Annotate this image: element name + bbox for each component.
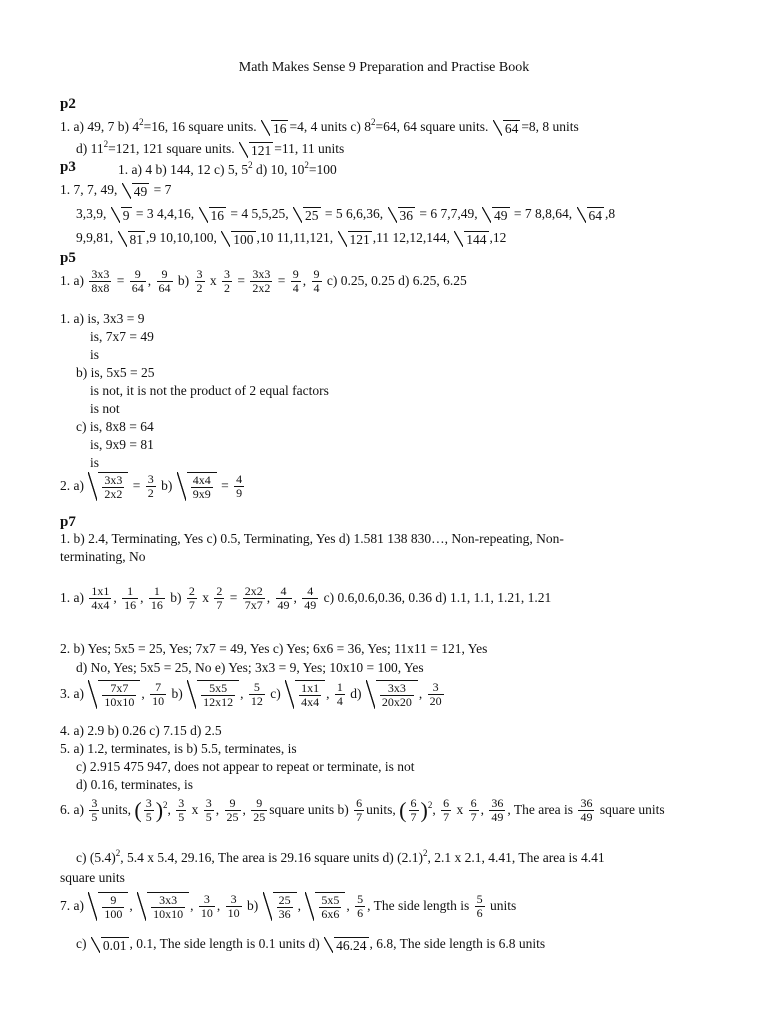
p2-line-2: d) $11^2=121$, 121 square units. 121 =11, 11 units <box>76 139 345 159</box>
section-heading-p5: p5 <box>60 250 76 266</box>
p7-line-3: 2. b) Yes; 5x5 = 25, Yes; 7x7 = 49, Yes c) Yes; 6x6 = 36, Yes; 11x11 = 121, Yes <box>60 641 488 656</box>
p2-line-1: 1. a) 49, 7 b) $4^2=16$, 16 square units. 16 =4, 4 units c) $8^2=64$, 64 square units. 64 =8, 8 units <box>60 117 579 137</box>
p5-line-1: 1. a) $\frac{3x3}{8x8}$ = $\frac{9}{64}$ , $\frac{9}{64}$ b) $\frac{3}{2}$ x $\frac{3}{2}$ = $\frac{3x3}{2x2}$ = $\frac{9}{4}$ , $\frac{9}{4}$ c) 0.25, 0.25 d) 6.25, 6.25 <box>60 267 467 296</box>
p7-line-2: 1. a) $\frac{1x1}{4x4}$ , $\frac{1}{16}$ , $\frac{1}{16}$ b) $\frac{2}{7}$ x $\frac{2}{7}$ = $\frac{2x2}{7x7}$ , $\frac{4}{49}$ , $\frac{4}{49}$ c) 0.6,0.6,0.36, 0.36 d) 1.1, 1.1, 1.21, 1.21 <box>60 584 552 613</box>
p7-line-1: 1. b) 2.4, Terminating, Yes c) 0.5, Terminating, Yes d) 1.581 138 830…, Non-repeating, Non- <box>60 531 564 546</box>
p7-line-7: 5. a) 1.2, terminates, is b) 5.5, terminates, is <box>60 741 297 756</box>
p5-line-2: 2. a) $\frac{3x3}{2x2}$ = $\frac{3}{2}$ b) $\frac{4x4}{9x9}$ = $\frac{4}{9}$ <box>60 472 243 502</box>
section-heading-p7: p7 <box>60 514 76 530</box>
p7-line-8: c) 2.915 475 947, does not appear to repeat or terminate, is not <box>76 759 415 774</box>
p5-b2: is, 7x7 = 49 <box>90 329 154 344</box>
p3-line-3: 9,9,81, 81 ,9 10,10,100, 100 ,10 11,11,121, 121 ,11 12,12,144, 144 ,12 <box>76 230 507 248</box>
p5-b1: 1. a) is, 3x3 = 9 <box>60 311 145 326</box>
p3-line-2: 3,3,9, 9 = 3 4,4,16, 16 = 4 5,5,25, 25 = 5 6,6,36, 36 = 6 7,7,49, 49 = 7 8,8,64, 64 ,8 <box>76 206 616 224</box>
p5-b5: is not, it is not the product of 2 equal factors <box>90 383 329 398</box>
p5-b4: b) is, 5x5 = 25 <box>76 365 155 380</box>
p7-line-11: c) $(5.4)^2$, 5.4 x 5.4, 29.16, The area is 29.16 square units d) $(2.1)^2$, 2.1 x 2.1, 4.41, The area is 4.41 <box>76 848 605 865</box>
p5-b7: c) is, 8x8 = 64 <box>76 419 154 434</box>
p7-line-6: 4. a) 2.9 b) 0.26 c) 7.15 d) 2.5 <box>60 723 222 738</box>
p3-line-0: 1. a) 4 b) 144, 12 c) 5, $5^2$ d) 10, $10^2=100$ <box>118 160 337 177</box>
p7-line-1b: terminating, No <box>60 549 146 564</box>
p7-line-5: 3. a) $\frac{7x7}{10x10}$ , $\frac{7}{10}$ b) $\frac{5x5}{12x12}$ , $\frac{5}{12}$ c) $\frac{1x1}{4x4}$ , $\frac{1}{4}$ d) $\frac{3x3}{20x20}$ , $\frac{3}{20}$ <box>60 680 442 710</box>
document-title: Math Makes Sense 9 Preparation and Practise Book <box>238 60 530 75</box>
p5-b9: is <box>90 455 100 470</box>
p7-line-13: c) 0.01 , 0.1, The side length is 0.1 units d) 46.24 , 6.8, The side length is 6.8 units <box>76 936 546 954</box>
p7-line-10: 6. a) $\frac{3}{5}$ units, ( $\frac{3}{5}$ )$^2$, $\frac{3}{5}$ x $\frac{3}{5}$ , $\frac{9}{25}$ , $\frac{9}{25}$ square units b) $\frac{6}{7}$ units, ( $\frac{6}{7}$ )$^2$, $\frac{6}{7}$ x $\frac{6}{7}$ , $\frac{36}{49}$ , The area is $\frac{36}{49}$ square units <box>60 796 665 825</box>
p5-b6: is not <box>90 401 120 416</box>
p7-line-12: 7. a) $\frac{9}{100}$ , $\frac{3x3}{10x10}$ , $\frac{3}{10}$ , $\frac{3}{10}$ b) $\frac{25}{36}$ , $\frac{5x5}{6x6}$ , $\frac{5}{6}$ , The side length is $\frac{5}{6}$ units <box>60 892 517 922</box>
section-heading-p2: p2 <box>60 96 76 112</box>
section-heading-p3: p3 <box>60 159 76 175</box>
p7-line-9: d) 0.16, terminates, is <box>76 777 193 792</box>
p5-b8: is, 9x9 = 81 <box>90 437 154 452</box>
p5-b3: is <box>90 347 100 362</box>
p7-line-4: d) No, Yes; 5x5 = 25, No e) Yes; 3x3 = 9, Yes; 10x10 = 100, Yes <box>76 660 424 675</box>
p7-line-11b: square units <box>60 870 125 885</box>
p3-line-1: 1. 7, 7, 49, 49 = 7 <box>60 182 172 200</box>
